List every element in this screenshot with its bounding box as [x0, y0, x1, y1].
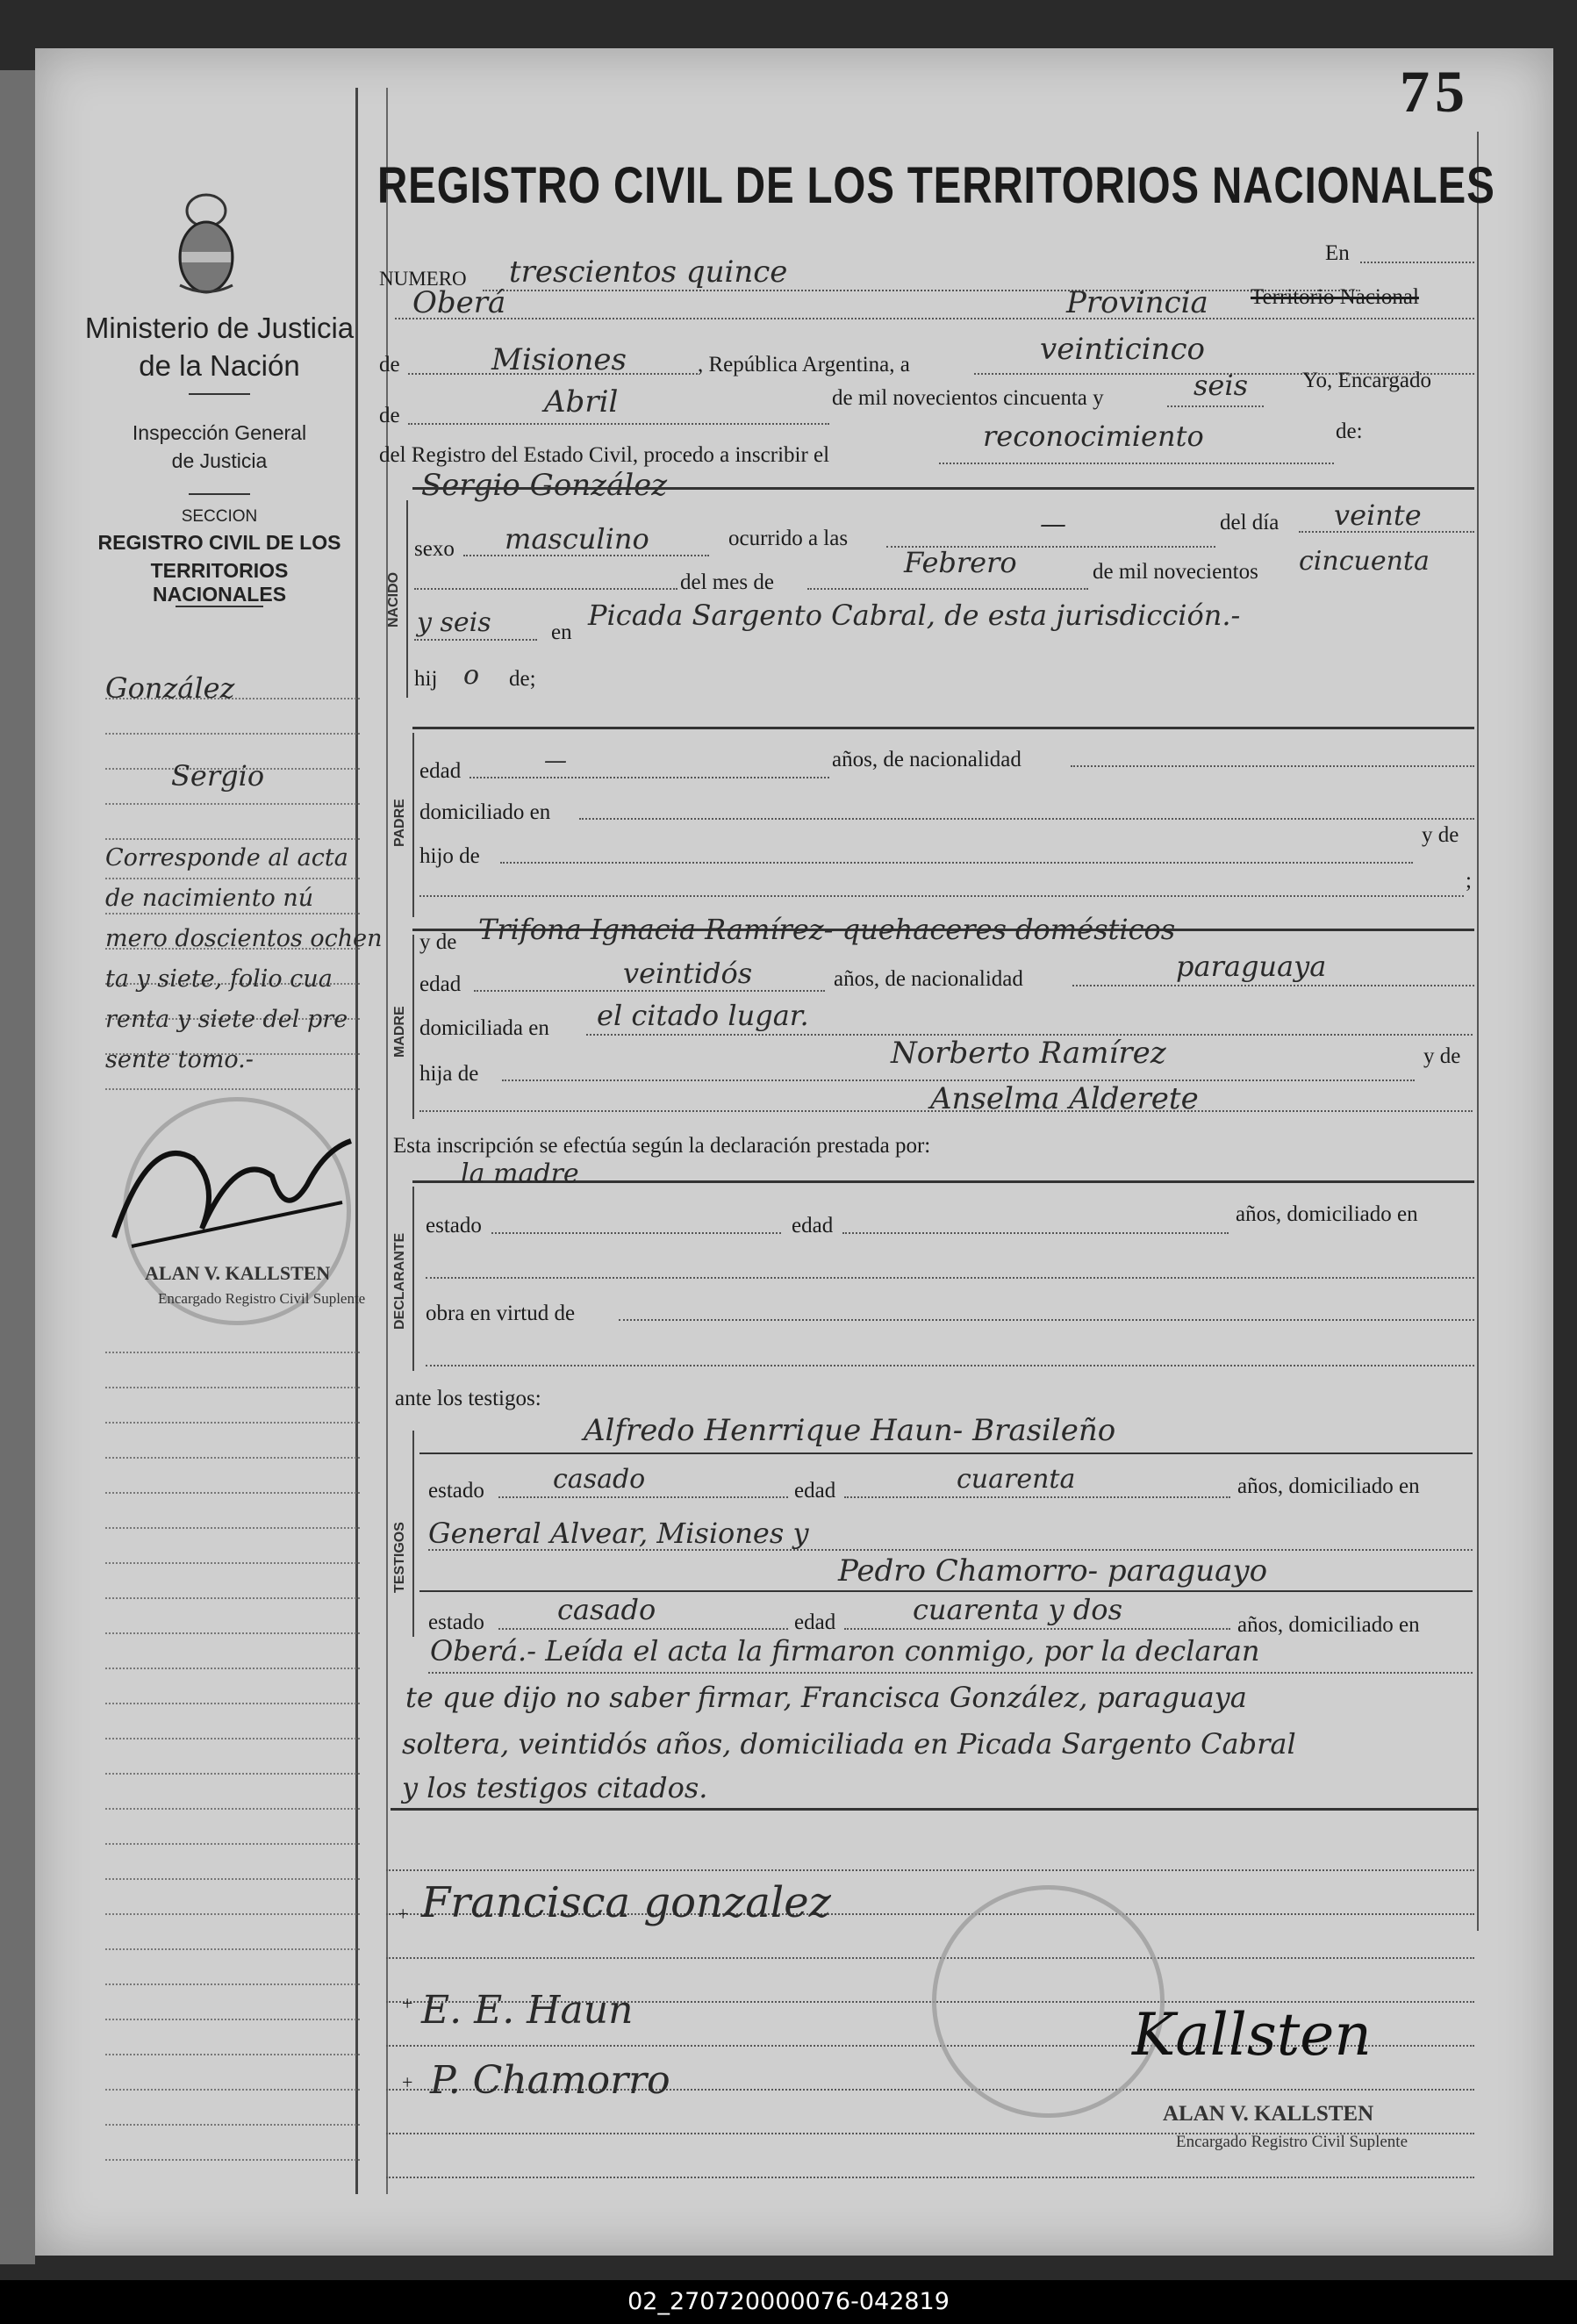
declarante-bracket: [412, 1187, 414, 1371]
padre-hijo-de-line: [500, 862, 1413, 864]
mes-value: Febrero: [904, 546, 1017, 579]
en2-label: en: [551, 620, 572, 644]
yo-encargado-label: Yo, Encargado: [1302, 369, 1431, 392]
de3-label: de:: [1336, 420, 1363, 443]
place-value: Oberá: [412, 285, 506, 320]
margin-note-2: de nacimiento nú: [105, 885, 314, 912]
ministry-rule: [189, 393, 250, 395]
testigo1-line: [419, 1452, 1473, 1454]
stamp-name-right: ALAN V. KALLSTEN: [1163, 2102, 1374, 2126]
mes-line: [807, 588, 1088, 590]
de-label: de: [379, 353, 400, 377]
ministry-line1: Ministerio de Justicia: [84, 312, 355, 344]
closing-line1: Oberá.- Leída el acta la firmaron conmigo, por la declaran: [430, 1634, 1260, 1668]
act-type-line: [939, 463, 1334, 464]
testigo1-dom-line: [428, 1549, 1473, 1551]
closing-rule1: [428, 1672, 1473, 1674]
del-registro-label: del Registro del Estado Civil, procedo a inscribir el: [379, 443, 830, 467]
anio2-line: [414, 639, 537, 641]
madre-nac-label: años, de nacionalidad: [834, 967, 1023, 991]
madre-y-de-label: y de: [419, 930, 457, 954]
act-type-value: reconocimiento: [983, 420, 1204, 453]
madre-madre-value: Anselma Alderete: [930, 1081, 1199, 1116]
madre-padre-value: Norberto Ramírez: [891, 1036, 1166, 1071]
padre-edad-label: edad: [419, 759, 462, 783]
madre-bracket: [412, 935, 414, 1119]
declarante-edad-label: edad: [792, 1214, 834, 1237]
declarante-estado-label: estado: [426, 1214, 482, 1237]
signature-haun: E. E. Haun: [421, 1988, 634, 2033]
closing-line2: te que dijo no saber firmar, Francisca González, paraguaya: [405, 1681, 1247, 1714]
testigo2-estado-line: [498, 1628, 788, 1630]
sexo-value: masculino: [505, 522, 649, 556]
provincia-de-value: Misiones: [491, 342, 627, 377]
testigos-label: TESTIGOS: [392, 1522, 407, 1593]
testigo1-estado-line: [498, 1496, 788, 1498]
testigo2-anos-label: años, domiciliado en: [1237, 1613, 1420, 1637]
coat-of-arms-icon: [171, 189, 241, 298]
sexo-label: sexo: [414, 537, 455, 561]
del-mes-label: del mes de: [680, 570, 774, 594]
body-right-border: [1477, 132, 1479, 1931]
inspection-line2: de Justicia: [171, 449, 268, 472]
padre-edad-line: [470, 777, 829, 778]
place-line: [395, 318, 1474, 319]
madre-nac-line: [1072, 985, 1474, 986]
hijo-suffix: o: [463, 660, 480, 691]
nacido-bracket: [406, 500, 408, 698]
padre-hijo-de-label: hijo de: [419, 844, 480, 868]
ministry-line2: de la Nación: [139, 349, 300, 382]
declarante-dom-line: [426, 1277, 1474, 1279]
margin-name: Sergio: [171, 759, 265, 793]
madre-edad-label: edad: [419, 972, 462, 996]
testigo1-estado-value: casado: [553, 1464, 646, 1495]
ocurrido-label: ocurrido a las: [728, 527, 849, 550]
year-line: [1167, 405, 1264, 407]
numero-value: trescientos quince: [509, 255, 788, 290]
page-number: 75: [1400, 58, 1470, 125]
testigo2-value: Pedro Chamorro- paraguayo: [838, 1553, 1268, 1589]
mil-novecientos2-label: de mil novecientos: [1093, 560, 1258, 584]
closing-end-rule: [391, 1808, 1479, 1811]
republica-label: , República Argentina, a: [698, 353, 910, 377]
hijo-label: hij: [414, 667, 438, 691]
declarante-estado-line: [491, 1232, 781, 1234]
lugar-value: Picada Sargento Cabral, de esta jurisdicción.-: [588, 599, 1241, 632]
stamp-role-right: Encargado Registro Civil Suplente: [1176, 2133, 1409, 2151]
sig3-marker: +: [402, 2071, 413, 2093]
en-label: En: [1325, 241, 1350, 265]
de2-label: de: [379, 404, 400, 427]
padre-semicolon: ;: [1466, 869, 1472, 893]
territorio-label: Territorio Nacional: [1251, 285, 1419, 309]
padre-nac-line: [1071, 765, 1474, 767]
declarante-value: la madre: [461, 1158, 579, 1189]
madre-hija-de-label: hija de: [419, 1062, 479, 1086]
official-stamp-right: [932, 1885, 1165, 2118]
madre-y-de2-label: y de: [1423, 1044, 1461, 1068]
day-value: veinticinco: [1040, 332, 1205, 367]
testigo1-edad-label: edad: [794, 1479, 836, 1503]
testigo1-value: Alfredo Henrrique Haun- Brasileño: [584, 1413, 1116, 1448]
document-title: REGISTRO CIVIL DE LOS TERRITORIOS NACIONALES: [377, 157, 1495, 214]
person-value: Sergio González: [421, 468, 668, 503]
testigo1-dom-value: General Alvear, Misiones y: [428, 1517, 809, 1550]
testigo2-estado-label: estado: [428, 1610, 484, 1634]
anio2-value: y seis: [417, 607, 491, 638]
anio1-value: cincuenta: [1299, 546, 1430, 577]
obra-line: [619, 1319, 1474, 1321]
section-end-rule: [176, 606, 263, 607]
madre-label: MADRE: [392, 1006, 407, 1058]
nacido-label: NACIDO: [386, 571, 401, 628]
numero-label: NUMERO: [379, 268, 467, 290]
margin-note-3: mero doscientos ochen: [105, 925, 383, 952]
numero-line: [483, 290, 1360, 291]
officer-signature: Kallsten: [1132, 2001, 1372, 2069]
padre-nac-label: años, de nacionalidad: [832, 748, 1021, 771]
stamp-name-left: ALAN V. KALLSTEN: [145, 1262, 331, 1284]
closing-line3: soltera, veintidós años, domiciliada en Picada Sargento Cabral: [402, 1727, 1296, 1761]
testigo1-edad-value: cuarenta: [957, 1464, 1076, 1495]
en-line: [1360, 262, 1474, 263]
year-value: seis: [1194, 369, 1249, 402]
inspection-line1: Inspección General: [132, 421, 307, 444]
testigo2-edad-value: cuarenta y dos: [913, 1593, 1122, 1626]
month-line: [408, 423, 829, 425]
testigo2-estado-value: casado: [557, 1593, 656, 1626]
declarante-edad-line: [842, 1232, 1229, 1234]
padre-edad-value: —: [544, 748, 567, 774]
testigos-bracket: [412, 1431, 414, 1637]
section-label: SECCION: [181, 507, 258, 526]
hora-value: —: [1040, 509, 1066, 540]
binding-edge: [0, 70, 35, 2264]
stamp-role-left: Encargado Registro Civil Suplente: [158, 1290, 366, 1307]
closing-line4: y los testigos citados.: [402, 1771, 708, 1804]
testigo2-edad-label: edad: [794, 1610, 836, 1634]
madre-domicilio-value: el citado lugar.: [597, 999, 809, 1032]
declarante-anos-label: años, domiciliado en: [1236, 1202, 1418, 1226]
testigo2-edad-line: [844, 1628, 1230, 1630]
padre-y-de-label: y de: [1422, 823, 1459, 847]
sig1-marker: +: [398, 1903, 409, 1925]
testigo1-estado-label: estado: [428, 1479, 484, 1503]
madre-edad-value: veintidós: [623, 957, 753, 990]
padre-bracket: [412, 733, 414, 917]
section-line1: REGISTRO CIVIL DE LOS: [97, 531, 341, 554]
margin-surname: González: [105, 671, 235, 705]
del-dia-label: del día: [1220, 511, 1280, 534]
padre-domicilio-label: domiciliado en: [419, 800, 551, 824]
testigo1-anos-label: años, domiciliado en: [1237, 1474, 1420, 1498]
signature-francisca: Francisca gonzalez: [421, 1878, 831, 1927]
dia2-line: [414, 588, 677, 590]
padre-madre-line: [419, 895, 1464, 897]
declarante-label: DECLARANTE: [392, 1232, 407, 1330]
footer-id: 02_270720000076-042819: [627, 2288, 950, 2315]
margin-note-5: renta y siete del pre: [105, 1006, 348, 1033]
madre-nombre-value: Trifona Ignacia Ramírez- quehaceres domésticos: [478, 913, 1176, 946]
obra-label: obra en virtud de: [426, 1302, 576, 1325]
madre-edad-line: [474, 990, 825, 992]
padre-label: PADRE: [392, 799, 407, 847]
provincia-value: Provincia: [1066, 285, 1208, 320]
margin-note-6: sente tomo.-: [105, 1046, 254, 1073]
padre-domicilio-line: [579, 818, 1474, 820]
sig2-marker: +: [402, 1992, 413, 2014]
dia-value: veinte: [1334, 499, 1422, 532]
testigo2-line: [419, 1590, 1473, 1592]
hijo-de-label: de;: [509, 667, 536, 691]
month-value: Abril: [544, 384, 619, 420]
obra2-line: [426, 1365, 1474, 1366]
section-rule: [189, 493, 250, 495]
margin-note-1: Corresponde al acta: [105, 844, 348, 872]
mil-novecientos-label: de mil novecientos cincuenta y: [832, 386, 1104, 410]
madre-domicilio-label: domiciliada en: [419, 1016, 549, 1040]
signature-chamorro: P. Chamorro: [430, 2058, 670, 2103]
margin-note-4: ta y siete, folio cua: [105, 965, 333, 993]
person-line: [412, 487, 1474, 490]
inscripcion-label: Esta inscripción se efectúa según la declaración prestada por:: [393, 1134, 931, 1158]
section-line2: TERRITORIOS NACIONALES: [150, 559, 289, 606]
testigo1-edad-line: [844, 1496, 1230, 1498]
padre-top-line: [412, 727, 1474, 729]
testigos-intro: ante los testigos:: [395, 1387, 541, 1410]
madre-nac-value: paraguaya: [1176, 950, 1327, 983]
